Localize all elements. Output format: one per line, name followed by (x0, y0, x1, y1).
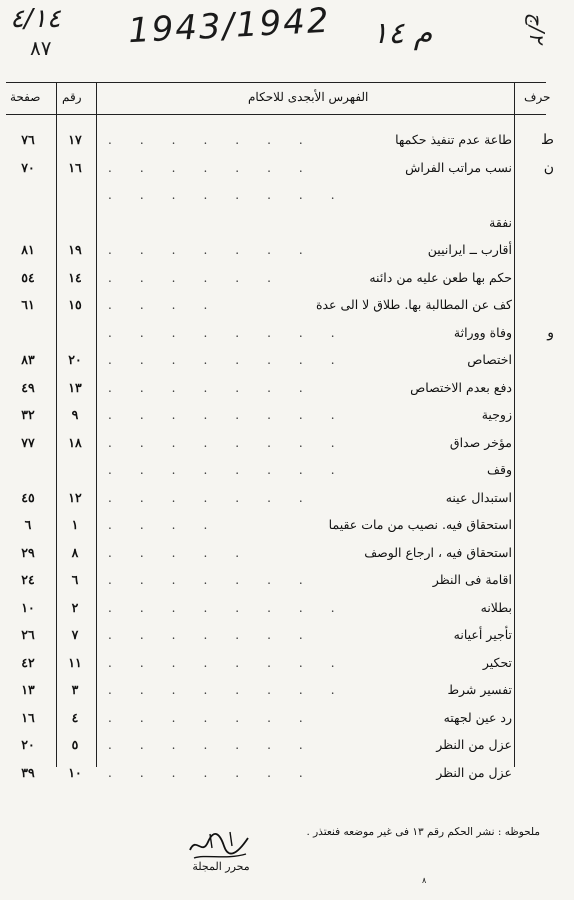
entry-page (6, 211, 50, 235)
entry-title: دفع بعدم الاختصاص (410, 379, 512, 395)
entry-page: ١٣ (21, 682, 35, 697)
table-row (0, 486, 574, 510)
entry-title: طاعة عدم تنفيذ حكمها (395, 132, 512, 147)
entry-number: ١٧ (68, 132, 82, 147)
leader-dots: ....... (108, 628, 331, 642)
table-row (0, 541, 574, 565)
table-row (0, 128, 574, 152)
entry-number: ٢ (71, 599, 79, 615)
leader-dots: .... (108, 518, 236, 532)
entry-number (60, 211, 90, 235)
entry-number: ١١ (68, 654, 82, 670)
entry-page: ٨١ (21, 242, 35, 257)
table-row (0, 623, 574, 647)
entry-number: ١٩ (68, 242, 82, 257)
entry-title: رد عين لجهته (443, 709, 512, 725)
page-mark: ٨ (422, 876, 427, 885)
entry-page (6, 458, 50, 482)
entry-page (6, 321, 50, 345)
entry-page: ٨٣ (21, 352, 35, 367)
leader-dots: ........ (108, 188, 363, 202)
table-row (0, 706, 574, 730)
entry-page (6, 183, 50, 207)
entry-title: تأجير أعيانه (453, 627, 512, 642)
entry-title: استحقاق فيه ، ارجاع الوصف (364, 544, 512, 560)
table-row (0, 183, 574, 207)
entry-title: نسب مراتب الفراش (405, 159, 512, 175)
table-row (0, 156, 574, 180)
entry-title: وفاة ووراثة (453, 324, 512, 340)
entry-number: ١٥ (68, 297, 82, 312)
entry-page: ٦ (24, 517, 32, 532)
handwritten-ref-right: ٢/ج (525, 12, 550, 44)
entry-title: استبدال عينه (445, 489, 512, 505)
table-row (0, 266, 574, 290)
footnote: ملحوظه : نشر الحكم رقم ١٣ فى غير موضعه فنعتذر . (306, 826, 540, 838)
table-row (0, 431, 574, 455)
table-top-rule (6, 82, 546, 83)
entry-number: ٩ (71, 407, 79, 422)
entry-title: حكم بها طعن عليه من دائنه (369, 269, 512, 285)
table-row (0, 376, 574, 400)
table-header-rule (6, 114, 546, 115)
leader-dots: ....... (108, 380, 331, 395)
leader-dots: ........ (108, 325, 363, 340)
entry-page: ٦١ (21, 297, 35, 312)
table-row (0, 211, 574, 235)
entry-number: ١٨ (68, 434, 82, 450)
entry-title: تحكير (482, 654, 512, 670)
handwritten-code: م ١٤ (372, 16, 433, 51)
entry-title: تفسير شرط (447, 682, 512, 697)
table-row (0, 321, 574, 345)
leader-dots: ........ (108, 655, 363, 670)
table-row (0, 733, 574, 757)
entry-number: ٥ (71, 737, 79, 752)
entry-title: مؤخر صداق (449, 434, 512, 450)
leader-dots: ........ (108, 353, 363, 367)
entry-page: ٧٠ (21, 159, 35, 175)
leader-dots: ....... (108, 490, 331, 505)
entry-title: كف عن المطالبة بها. طلاق لا الى عدة (315, 297, 512, 312)
entry-letter: ن (543, 159, 554, 176)
entry-title: عزل من النظر (436, 737, 512, 752)
entry-number: ١٣ (68, 379, 82, 395)
entry-number: ٢٠ (68, 352, 82, 367)
entry-page: ١٠ (21, 599, 35, 615)
entry-page: ٢٩ (21, 544, 35, 560)
table-row (0, 678, 574, 702)
leader-dots: ....... (108, 243, 331, 257)
table-row (0, 238, 574, 262)
entry-number (60, 321, 90, 345)
entry-page: ٢٠ (21, 737, 35, 752)
entry-title: وقف (487, 462, 512, 477)
leader-dots: ....... (108, 160, 331, 175)
entry-number: ١٤ (68, 269, 82, 285)
entry-number: ٤ (71, 709, 79, 725)
entry-number: ٧ (71, 627, 79, 642)
header-number: رقم (62, 90, 82, 104)
table-row (0, 348, 574, 372)
entry-title: استحقاق فيه. نصيب من مات عقيما (328, 517, 512, 532)
entry-title: نفقة (489, 214, 512, 230)
leader-dots: ....... (108, 765, 331, 780)
entry-page: ٢٤ (21, 572, 35, 587)
leader-dots: ........ (108, 463, 363, 477)
entry-page: ٧٧ (21, 434, 35, 450)
leader-dots (108, 211, 368, 235)
entry-title: عزل من النظر (436, 764, 512, 780)
leader-dots: ....... (108, 573, 331, 587)
leader-dots: ........ (108, 435, 363, 450)
leader-dots: ....... (108, 710, 331, 725)
entry-page: ٥٤ (21, 269, 35, 285)
editor-title: محرر المجلة (192, 860, 250, 873)
entry-title: اختصاص (467, 352, 512, 367)
table-row (0, 651, 574, 675)
leader-dots: ....... (108, 133, 331, 147)
entry-title: بطلانه (480, 599, 512, 615)
leader-dots: ........ (108, 408, 363, 422)
entry-number: ١٠ (68, 764, 82, 780)
header-letter: حرف (524, 90, 551, 104)
entry-page: ٢٦ (21, 627, 35, 642)
entry-title: اقامة فى النظر (432, 572, 512, 587)
entry-title: زوجية (481, 407, 512, 422)
handwritten-ref-left: ٤/١٤ (10, 4, 61, 34)
table-row (0, 403, 574, 427)
leader-dots: ........ (108, 600, 363, 615)
entry-letter: ط (541, 132, 554, 148)
entry-page: ٤٢ (21, 654, 35, 670)
leader-dots: ..... (108, 545, 268, 560)
entry-number (60, 458, 90, 482)
entry-number: ٦ (71, 572, 79, 587)
entry-title: أقارب ــ ايرانيين (427, 242, 512, 257)
entry-number: ٨ (71, 544, 79, 560)
table-row (0, 293, 574, 317)
entry-page: ٤٩ (21, 379, 35, 395)
entry-number: ١٢ (68, 489, 82, 505)
leader-dots: ........ (108, 683, 363, 697)
entry-page: ١٦ (21, 709, 35, 725)
table-row (0, 513, 574, 537)
entry-number (60, 183, 90, 207)
table-row (0, 568, 574, 592)
table-row (0, 761, 574, 785)
entry-letter: و (547, 324, 554, 341)
entry-page: ٧٦ (21, 132, 35, 147)
header-title: الفهرس الأبجدى للاحكام (248, 90, 369, 104)
entry-number: ٣ (71, 682, 79, 697)
leader-dots: ...... (108, 270, 299, 285)
entry-page: ٣٩ (21, 764, 35, 780)
entry-page: ٤٥ (21, 489, 35, 505)
table-row (0, 596, 574, 620)
entry-number: ١٦ (68, 159, 82, 175)
handwritten-ref-left-sub: ٨٧ (30, 36, 52, 60)
handwritten-year-range: 1943/1942 (127, 0, 332, 52)
entry-page: ٣٢ (21, 407, 35, 422)
table-row (0, 458, 574, 482)
leader-dots: .... (108, 298, 236, 312)
leader-dots: ....... (108, 738, 331, 752)
entry-number: ١ (71, 517, 79, 532)
header-page: صفحة (10, 90, 41, 104)
